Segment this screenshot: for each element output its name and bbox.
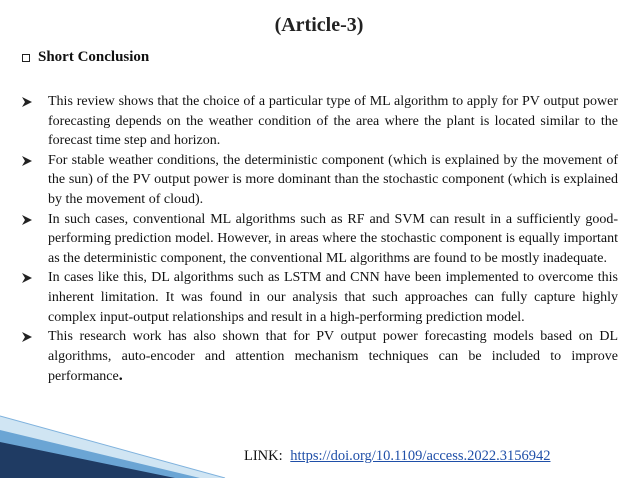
link-label: LINK: [244,448,283,464]
arrowhead-bullet-icon [22,215,32,225]
bullet-item [22,151,618,210]
bullet-item [22,327,618,387]
arrowhead-bullet-icon [22,156,32,166]
bullet-list [22,92,618,387]
doi-link[interactable]: https://doi.org/10.1109/access.2022.3156942 [290,448,551,464]
bullet-text: For stable weather conditions, the deterministic component (which is explained by the movement of the sun) of the PV output power is more dominant than the stochastic component (which is explained by the movement of cloud). [48,152,618,207]
slide-title: (Article-3) [274,14,364,36]
bullet-text: This review shows that the choice of a particular type of ML algorithm to apply for PV output power forecasting depends on the weather condition of the area where the plant is located similar to the forecast time step and horizon. [48,94,618,149]
bullet-item [22,92,618,151]
bullet-item [22,210,618,269]
arrowhead-bullet-icon [22,97,32,107]
square-bullet-icon [22,54,30,62]
bullet-text: In cases like this, DL algorithms such as LSTM and CNN have been implemented to overcome this inherent limitation. It was found in our analysis that such approaches can fully capture highly complex input-output relationships and result in a high-performing prediction model. [48,270,618,325]
bullet-item [22,268,618,327]
section-heading [22,49,149,66]
bullet-text [48,327,618,387]
section-heading-label: Short Conclusion [38,49,150,65]
corner-decoration [0,408,230,478]
bullet-period: . [118,367,123,385]
arrowhead-bullet-icon [22,273,32,283]
bullet-text-body: This research work has also shown that for PV output power forecasting models based on DL algorithms, auto-encoder and attention mechanism techniques can be included to improve performance [48,329,618,385]
bullet-text: In such cases, conventional ML algorithms such as RF and SVM can result in a sufficiently good-performing prediction model. However, in areas where the stochastic component is equally important as the deterministic component, the conventional ML algorithms are found to be mostly inadequate. [48,211,618,266]
arrowhead-bullet-icon [22,332,32,342]
reference-link-row [244,448,550,465]
